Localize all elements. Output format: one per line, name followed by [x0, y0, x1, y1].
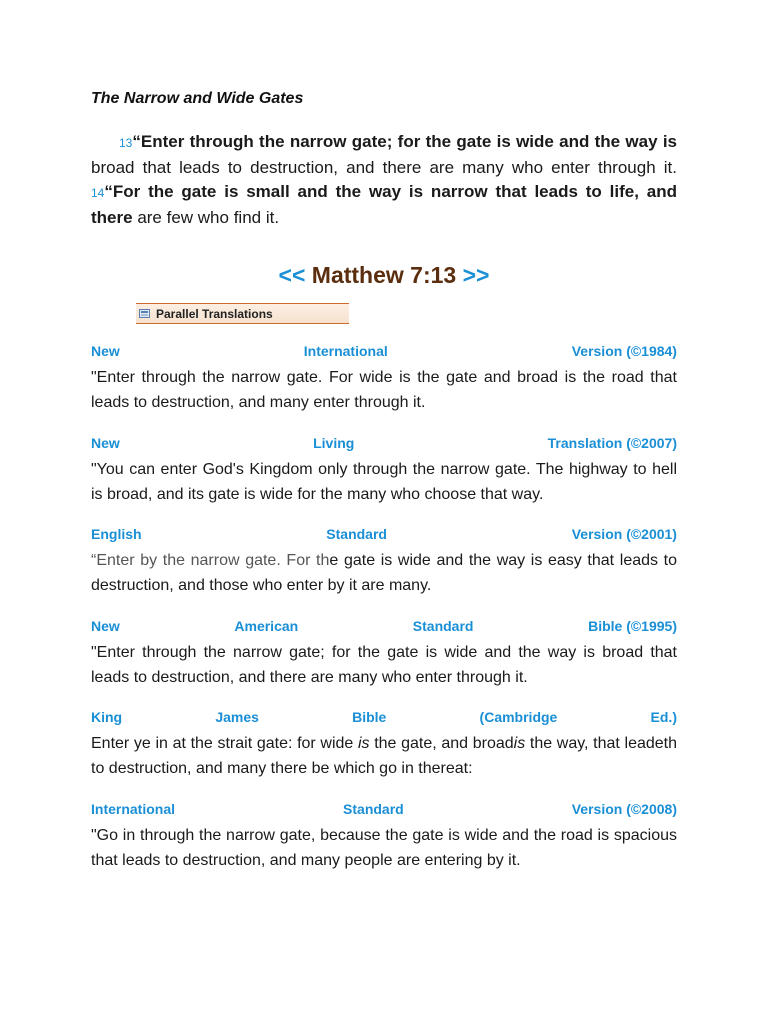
translation-name-link[interactable]	[91, 525, 677, 543]
translation-esv	[91, 525, 677, 598]
translation-name-link[interactable]	[91, 800, 677, 818]
translation-name-word: James	[215, 709, 259, 725]
translation-name-word: Version (©2008)	[571, 801, 677, 817]
translation-isv	[91, 800, 677, 873]
translation-text: "Enter through the narrow gate. For wide is the gate and broad is the road that leads to destruction, and many enter through it.	[91, 369, 677, 411]
translation-name-word: International	[91, 801, 176, 817]
section-heading: The Narrow and Wide Gates	[91, 90, 304, 107]
translation-name-word: New	[91, 618, 120, 634]
translation-name-word: New	[91, 343, 120, 359]
translation-name-word: Living	[313, 435, 355, 451]
translation-name-word: International	[303, 343, 388, 359]
translation-text-italic: is	[513, 735, 526, 752]
translation-name-word: Standard	[343, 801, 404, 817]
translation-text: "You can enter God's Kingdom only through the narrow gate. The highway to hell is broad, and its gate is wide for the many who choose that way.	[91, 461, 677, 503]
verse-13-text: broad that leads to destruction, and there are many who enter through it.	[91, 157, 677, 177]
verse-13-text-bold: “Enter through the narrow gate; for the gate is wide and the way is	[132, 132, 677, 151]
translation-name-link[interactable]	[91, 617, 677, 635]
translation-name-word: Version (©2001)	[571, 526, 677, 542]
translation-text-part: Enter ye in at the strait gate: for wide	[91, 735, 358, 752]
previous-verse-link[interactable]: <<	[278, 262, 306, 288]
translation-text	[91, 548, 677, 598]
translation-name-word: Bible (©1995)	[588, 618, 677, 634]
translation-name-word: (Cambridge	[479, 709, 558, 725]
translation-text-part: the way, that leadeth to destruction, and many there be which go in thereat:	[91, 735, 678, 777]
translation-name-link[interactable]	[91, 708, 677, 726]
reference-navigation	[91, 262, 677, 289]
translation-nlt	[91, 434, 677, 507]
verse-14-text: are few who find it.	[137, 207, 280, 227]
translation-text	[91, 731, 677, 781]
translation-name-word: Translation (©2007)	[547, 435, 677, 451]
verse-number-14[interactable]: 14	[91, 186, 105, 200]
translation-name-link[interactable]	[91, 434, 677, 452]
translation-text: "Enter through the narrow gate; for the gate is wide and the way is broad that leads to destruction, and there are many who enter through it.	[91, 644, 677, 686]
translation-name-word: Bible	[352, 709, 387, 725]
next-verse-link[interactable]: >>	[462, 262, 490, 288]
translation-name-word: Standard	[326, 526, 387, 542]
translation-nasb	[91, 617, 677, 690]
scripture-passage	[91, 130, 677, 230]
parallel-translations-label: Parallel Translations	[156, 306, 273, 321]
translation-name-word: King	[91, 709, 123, 725]
translation-niv	[91, 342, 677, 415]
translation-text-part: the gate, and broad	[369, 735, 514, 752]
translation-kjv	[91, 708, 677, 781]
verse-14-text-bold: “For the gate is small and the way is narrow that leads to life, and there	[91, 182, 677, 227]
translation-text-part: e gate is wide and the way is easy that leads to destruction, and those who enter by it are many.	[91, 552, 678, 594]
translation-name-word: Version (©1984)	[571, 343, 677, 359]
translation-name-word: New	[91, 435, 120, 451]
translation-text: "Go in through the narrow gate, because the gate is wide and the road is spacious that leads to destruction, and many people are entering by it.	[91, 827, 677, 869]
verse-number-13[interactable]: 13	[119, 136, 133, 150]
translation-name-word: English	[91, 526, 142, 542]
translation-name-link[interactable]	[91, 342, 677, 360]
translation-name-word: Standard	[412, 618, 474, 634]
translation-text-part: “Enter by the narrow gate. For th	[91, 552, 330, 569]
translation-name-word: Ed.)	[650, 709, 677, 725]
translation-text-italic: is	[357, 735, 370, 752]
parallel-translations-tab[interactable]	[136, 303, 349, 324]
table-icon	[139, 309, 150, 318]
translation-name-word: American	[234, 618, 299, 634]
verse-reference: Matthew 7:13	[311, 262, 457, 288]
